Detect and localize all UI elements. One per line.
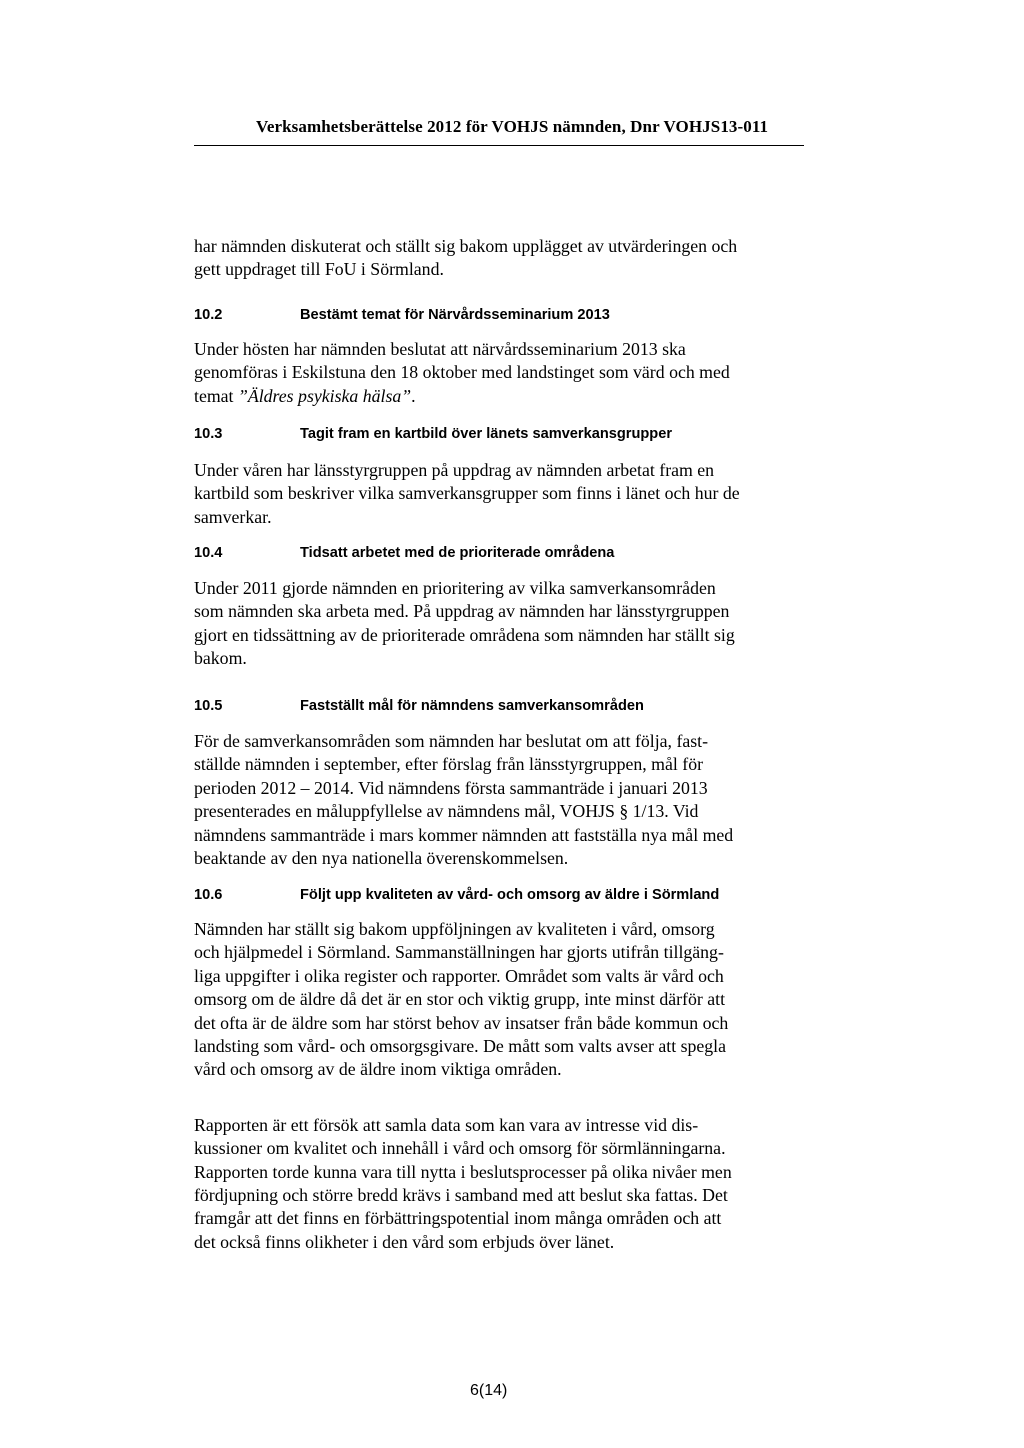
section-title: Fastställt mål för nämndens samverkansområden (300, 698, 644, 714)
section-number: 10.2 (194, 307, 223, 323)
section-number: 10.4 (194, 545, 223, 561)
section-title: Bestämt temat för Närvårdsseminarium 2013 (300, 307, 610, 323)
section-heading (194, 543, 814, 563)
text-line: vård och omsorg av de äldre inom viktiga områden. (194, 1059, 562, 1080)
section-heading (194, 424, 814, 444)
section-paragraph (194, 338, 814, 408)
section-10-3 (194, 424, 814, 529)
text-line: ställde nämnden i september, efter förslag från länsstyrgruppen, mål för (194, 754, 704, 775)
page-number: 6(14) (470, 1382, 508, 1399)
section-heading (194, 885, 814, 905)
text-line: gett uppdraget till FoU i Sörmland. (194, 259, 444, 280)
theme-title: ”Äldres psykiska hälsa” (237, 385, 412, 406)
theme-suffix: . (411, 385, 416, 406)
text-line (194, 385, 814, 408)
text-line: Under hösten har nämnden beslutat att närvårdsseminarium 2013 ska (194, 339, 686, 359)
section-title: Följt upp kvaliteten av vård- och omsorg av äldre i Sörmland (300, 887, 720, 903)
section-paragraph (194, 577, 814, 671)
text-line: gjort en tidssättning av de prioriterade områdena som nämnden har ställt sig (194, 624, 735, 645)
text-line: Rapporten torde kunna vara till nytta i beslutsprocesser på olika nivåer men (194, 1161, 732, 1182)
text-line: liga uppgifter i olika register och rapporter. Området som valts är vård och (194, 965, 724, 986)
text-line: För de samverkansområden som nämnden har beslutat om att följa, fast- (194, 731, 709, 751)
section-paragraph (194, 730, 814, 870)
section-10-6 (194, 885, 814, 1254)
text-line: presenterades en måluppfyllelse av nämndens mål, VOHJS § 1/13. Vid (194, 801, 699, 822)
section-heading (194, 696, 814, 716)
section-10-4 (194, 543, 814, 671)
text-line: omsorg om de äldre då det är en stor och viktig grupp, inte minst därför att (194, 989, 726, 1010)
section-10-2 (194, 305, 814, 408)
section-number: 10.5 (194, 698, 223, 714)
section-number: 10.3 (194, 426, 223, 442)
section-heading (194, 305, 814, 325)
text-line: och hjälpmedel i Sörmland. Sammanställningen har gjorts utifrån tillgäng- (194, 942, 724, 963)
text-line: Nämnden har ställt sig bakom uppföljningen av kvaliteten i vård, omsorg (194, 919, 715, 939)
theme-prefix: temat (194, 385, 238, 406)
text-line: som nämnden ska arbeta med. På uppdrag av nämnden har länsstyrgruppen (194, 601, 730, 622)
text-line: genomföras i Eskilstuna den 18 oktober med landstinget som värd och med (194, 362, 730, 383)
section-paragraph (194, 459, 814, 529)
document-header-title: Verksamhetsberättelse 2012 för VOHJS nämnden, Dnr VOHJS13-011 (256, 117, 769, 136)
section-title: Tagit fram en kartbild över länets samverkansgrupper (300, 426, 672, 442)
text-line: det också finns olikheter i den vård som erbjuds över länet. (194, 1231, 615, 1252)
text-line: Rapporten är ett försök att samla data som kan vara av intresse vid dis- (194, 1114, 699, 1135)
text-line: har nämnden diskuterat och ställt sig bakom upplägget av utvärderingen och (194, 236, 738, 256)
text-line: fördjupning och större bredd krävs i samband med att beslut ska fattas. Det (194, 1185, 728, 1206)
section-paragraph (194, 918, 814, 1082)
text-line: beaktande av den nya nationella överenskommelsen. (194, 848, 569, 869)
intro-paragraph (194, 235, 737, 282)
text-line: bakom. (194, 648, 247, 669)
text-line: Under våren har länsstyrgruppen på uppdrag av nämnden arbetat fram en (194, 460, 715, 480)
text-line: landsting som vård- och omsorgsgivare. De mått som valts avser att spegla (194, 1036, 727, 1057)
text-line: kartbild som beskriver vilka samverkansgrupper som finns i länet och hur de (194, 483, 740, 504)
header-divider (194, 145, 804, 146)
text-line: samverkar. (194, 506, 272, 527)
section-title: Tidsatt arbetet med de prioriterade områdena (300, 545, 615, 561)
section-10-5 (194, 696, 814, 870)
section-number: 10.6 (194, 887, 223, 903)
text-line: perioden 2012 – 2014. Vid nämndens första sammanträde i januari 2013 (194, 777, 708, 798)
text-line: kussioner om kvalitet och innehåll i vård och omsorg för sörmlänningarna. (194, 1138, 726, 1159)
text-line: Under 2011 gjorde nämnden en prioritering av vilka samverkansområden (194, 578, 716, 598)
text-line: det ofta är de äldre som har störst behov av insatser från både kommun och (194, 1012, 729, 1033)
text-line: nämndens sammanträde i mars kommer nämnden att fastställa nya mål med (194, 824, 734, 845)
section-paragraph (194, 1114, 814, 1254)
text-line: framgår att det finns en förbättringspotential inom många områden och att (194, 1208, 722, 1229)
